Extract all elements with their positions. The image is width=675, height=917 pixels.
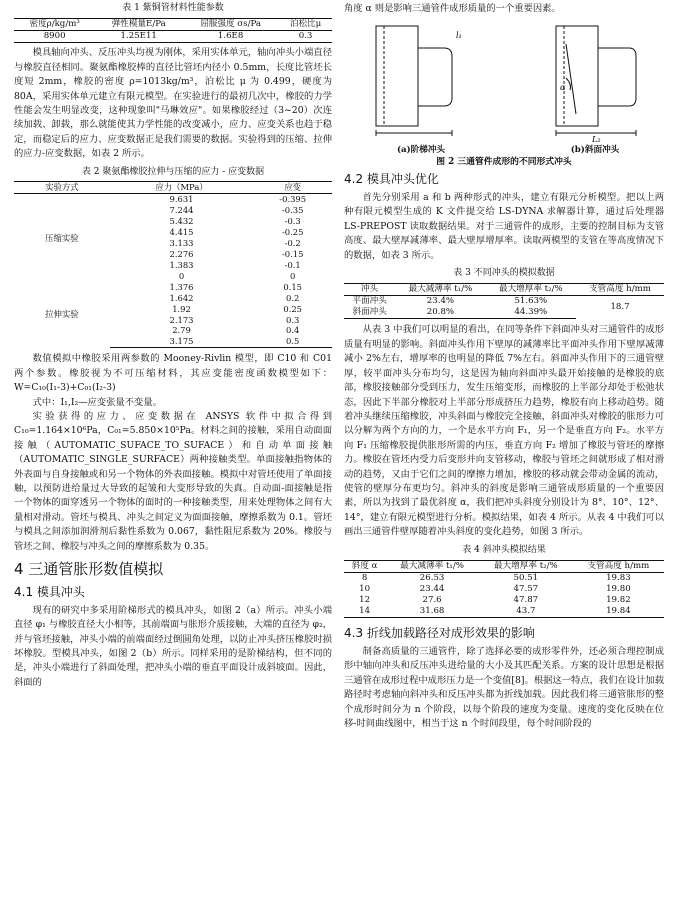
table-cell: 0 — [290, 270, 296, 281]
table-cell: -0.15 — [281, 249, 304, 259]
table-row — [14, 194, 332, 205]
paragraph: 模具轴向冲头、反压冲头均视为刚体，采用实体单元，轴向冲头小端直径与橡胶直径相同。聚氨酯橡胶棒的直径比管坯内径小 0.5mm，长度比管坯长度短 2mm，橡胶的密度 ρ=1013kg/m³，泊松比 μ 为 0.499，硬度为 80A，采用实体单元建立有限元模型。在实验进行的最初几次中，橡胶的力学性能会发生明显改变，这种现象叫"马琳效应"。如果橡胶经过（3~20）次连续加载、卸载，那么就能使其力学性能的改变减小，应力、应变关系也趋于稳定，而稳定后的应力、应变数据正是我们需要的数据。实验得到的压缩、拉伸的应力-应变数据，如表 2 所示。 — [14, 47, 332, 160]
right-paragraphs-1 — [344, 191, 664, 263]
paragraph: 从表 3 中我们可以明显的看出，在同等条件下斜面冲头对三通管件的成形质量有明显的影响。斜面冲头作用下壁厚的减薄率比平面冲头作用下壁厚减薄减小 2%左右，增厚率的也明显的降低 7%左右。斜面冲头作用下的三通管壁厚，较平面冲头分布均匀，这是因为轴向斜面冲头最开始接触的是橡胶的底部，橡胶接触部分受到压力，发生压缩变形，而橡胶的上半部分却处于松弛状态，因此下半部分橡胶对上半部分形成挤压力趋势，橡胶有向上移动趋势。随着冲头继续压缩橡胶，冲头斜面与橡胶完全接触，斜面冲头对橡胶的胀形力可以分解为两个方向的力，一个是水平方向 F₁，另一个是垂直方向 F₂。水平方向 F₁ 压缩橡胶提供胀形所需的内压，垂直方向 F₂ 增加了橡胶与管坯的摩擦力。橡胶在管坯内受力后变形并向支管移动，橡胶与管坯之间就形成了相对滑动的趋势，又由于它们之间的摩擦力增加，橡胶的移动就会带动金属的流动，使管的壁厚分布更均匀。斜冲头的斜度是影响三通管成形质量的一个重要因素，所以为找到了最优斜度 α，我们把冲头斜度分别设计为 8°、10°、12°、14°，建立有限元模型进行分析。模拟结果，如表 4 所示。从表 4 中我们可以画出三通管件壁厚随着冲头斜度的变化趋势，如图 3 所示。 — [344, 324, 664, 538]
table-cell: 0 — [178, 270, 185, 281]
table-cell: 3.133 — [169, 238, 194, 249]
table-header-cell: 冲头 — [344, 283, 395, 295]
table-cell: 19.83 — [606, 572, 631, 583]
figure-2-drawing — [344, 18, 664, 153]
right-paragraphs-2 — [344, 323, 664, 539]
figure-2a-caption: (a)阶梯冲头 — [396, 145, 446, 156]
table-row — [14, 31, 332, 43]
table-cell: 0.25 — [283, 303, 303, 314]
table-cell: 14 — [344, 606, 385, 618]
table-header-cell: 应力（MPa） — [110, 182, 254, 194]
table-cell: 31.68 — [385, 606, 479, 618]
table-header-cell: 弹性模量E/Pa — [95, 18, 182, 30]
table-cell: -0.395 — [279, 194, 307, 205]
section-4-2-title: 4.2 模具冲头优化 — [344, 172, 439, 187]
table-header-cell: 支管高度 h/mm — [576, 283, 664, 295]
table-cell: -0.35 — [281, 205, 304, 216]
table3-caption: 表 3 不同冲头的模拟数据 — [453, 268, 555, 279]
table-row — [344, 584, 664, 595]
figure-2 — [344, 18, 664, 168]
table-cell: 12 — [359, 595, 371, 606]
paragraph: 首先分别采用 a 和 b 两种形式的冲头，建立有限元分析模型。把以上两种有限元模型生成的 K 文件提交给 LS-DYNA 求解器计算，通过后处理器 LS-PREPOST 读取数据结果。对于三通管件的成形，主要的控制目标为支管高度、最大壁厚减薄率、最大壁厚增厚率。读取两模型的支管在等高度情况下的数据，如表 3 所示。 — [344, 192, 664, 261]
right-top-paragraph: 角度 α 则是影响三通管件成形质量的一个重要因素。 — [344, 3, 561, 14]
table-cell: 0.3 — [286, 314, 300, 325]
table-cell: 2.173 — [169, 314, 194, 325]
table-header-cell: 斜度 α — [344, 560, 385, 572]
table-cell: 44.39% — [486, 307, 576, 319]
table-cell: 斜面冲头 — [344, 307, 395, 319]
table-cell: 1.383 — [169, 259, 194, 270]
table2 — [14, 181, 332, 348]
table-cell: -0.25 — [281, 227, 304, 238]
section-4-title: 4 三通管胀形数值模拟 — [14, 559, 164, 578]
table-cell: 1.6E8 — [182, 31, 279, 43]
table-cell: -0.3 — [284, 216, 301, 227]
merged-height-cell: 18.7 — [610, 301, 630, 312]
table-cell: 1.92 — [172, 303, 191, 314]
paragraph: 数值模拟中橡胶采用两参数的 Mooney-Rivlin 模型，即 C10 和 C01 两个参数。橡胶视为不可压缩材料，其应变能密度函数模型如下：W=C₁₀(I₁-3)+C₀₁(I₂-3) — [14, 353, 332, 394]
table-cell: 1.25E11 — [95, 31, 182, 43]
section-4-3-title: 4.3 折线加载路径对成形效果的影响 — [344, 626, 535, 641]
table-cell: 2.276 — [169, 249, 194, 259]
table-row — [344, 296, 664, 308]
table2-caption: 表 2 聚氨酯橡胶拉伸与压缩的应力 - 应变数据 — [81, 166, 265, 177]
table-header-cell: 泊松比μ — [279, 18, 332, 30]
table-header-cell: 最大减薄率 t₁/% — [395, 283, 485, 295]
label-l2: L₂ — [592, 135, 601, 145]
table-cell: 1.376 — [169, 281, 194, 292]
table3 — [344, 283, 664, 320]
table-header-cell: 应变 — [253, 182, 332, 194]
table-cell: 19.82 — [606, 595, 631, 606]
table-cell: 2.79 — [172, 325, 191, 336]
table-cell: -0.2 — [284, 238, 301, 249]
table1 — [14, 18, 332, 43]
table-cell: 1.642 — [169, 292, 194, 303]
table-row — [14, 282, 332, 293]
table-row — [344, 606, 664, 618]
figure-2-caption: 图 2 三通管件成形的不同形式冲头 — [436, 157, 572, 168]
table-cell: 47.57 — [513, 583, 539, 594]
table-cell: 5.432 — [169, 216, 194, 227]
table-cell: 8 — [361, 572, 368, 583]
table4 — [344, 560, 664, 619]
table-cell: 7.244 — [169, 205, 194, 216]
table-cell: 0.2 — [286, 292, 300, 303]
table-cell: 8900 — [14, 31, 95, 43]
right-paragraphs-3 — [344, 645, 664, 731]
table-cell: 4.415 — [169, 227, 194, 238]
left-paragraphs-2 — [14, 352, 332, 554]
right-column — [344, 0, 664, 731]
table-cell: -0.1 — [284, 259, 301, 270]
group-label-cell: 压缩实验 — [45, 232, 79, 243]
table-header-cell: 支管高度 h/mm — [573, 560, 664, 572]
paragraph: 实验获得的应力、应变数据在 ANSYS 软件中拟合得到 C₁₀=1.164×10⁶Pa，C₀₁=5.850×10⁵Pa。材料之间的接触，采用自动面面接触（AUTOMATIC_SUFACE_TO_SUFACE）和自动单面接触（AUTOMATIC_SINGLE_SURFACE）两种接触类型。单面接触指物体的外表面与自身接触或和另一个物体的外表面接触。模拟中对管坯使用了单面接触，以预防进给量过大导致的起皱和大变形导致的失真。自动面-面接触是指一个物体的面穿透另一个物体的面时的一种接触类型，用来处理物体之间有大量相对滑动。管坯与模具、冲头之间定义为面面接触，摩擦系数为 0.1。管坯与模具之间添加润滑剂后黏性系数为 0.067，黏性阻尼系数为 20%。橡胶与管坯之间、橡胶与冲头之间的摩擦系数为 0.35。 — [14, 410, 332, 552]
table-cell: 0.15 — [283, 281, 303, 292]
table-cell: 19.80 — [606, 583, 631, 594]
table-cell: 10 — [359, 583, 371, 594]
table-cell: 0.4 — [286, 325, 300, 336]
table-header-cell: 最大减薄率 t₁/% — [385, 560, 479, 572]
table-cell: 51.63% — [514, 296, 548, 307]
table-cell: 27.6 — [422, 595, 442, 606]
table-cell: 19.84 — [573, 606, 664, 618]
table-cell: 47.87 — [513, 595, 539, 606]
table-cell: 50.51 — [513, 572, 539, 583]
table-cell: 3.175 — [110, 336, 254, 347]
table-header-cell: 最大增厚率 t₂/% — [486, 283, 576, 295]
table-row — [344, 595, 664, 606]
table4-caption: 表 4 斜冲头模拟结果 — [462, 544, 546, 555]
label-alpha: α — [560, 83, 566, 93]
table-cell: 9.631 — [169, 194, 194, 205]
table1-caption: 表 1 紫铜管材料性能参数 — [122, 3, 224, 13]
paragraph: 现有的研究中多采用阶梯形式的模具冲头，如图 2（a）所示。冲头小端直径 φ₁ 与橡胶直径大小相等，其前端面与胀形介质接触，大端的直径为 φ₂，并与管坯接触，冲头小端的前端面经过倒圆角处理，以防止冲头挤压橡胶时损坏橡胶。型模具冲头，如图 2（b）所示。同样采用的是阶梯结构，但不同的是，冲头小端进行了斜面处理，把冲头小端的垂直平面设计成斜坡面。因此，斜面的 — [14, 604, 332, 688]
figure-2b-caption: (b)斜面冲头 — [570, 145, 620, 156]
table-cell: 0.3 — [279, 31, 332, 43]
table-cell: 0.5 — [253, 336, 332, 347]
section-4-1-title: 4.1 模具冲头 — [14, 585, 85, 600]
left-paragraphs-1 — [14, 46, 332, 161]
table-cell: 20.8% — [395, 307, 485, 319]
left-column — [14, 0, 332, 690]
left-paragraphs-3 — [14, 604, 332, 690]
table-cell: 43.7 — [479, 606, 573, 618]
table-cell: 平面冲头 — [352, 296, 387, 307]
table-row — [344, 572, 664, 584]
table-cell: 26.53 — [419, 572, 445, 583]
paragraph: 式中：I₁,I₂—应变张量不变量。 — [32, 396, 162, 408]
table-cell: 23.44 — [419, 583, 445, 594]
table-cell: 23.4% — [426, 296, 455, 307]
table-header-cell: 实验方式 — [14, 182, 110, 194]
table-header-cell: 密度ρ/kg/m³ — [14, 18, 95, 30]
group-label-cell: 拉伸实验 — [45, 309, 79, 320]
paragraph: 制备高质量的三通管件，除了选择必要的成形零件外，还必须合理控制成形中轴向冲头和反压冲头进给量的大小及其匹配关系。方案的设计思想是根据三通管在成形过程中成形压力是一个变值[8]。根据这一特点，我们在设计加载路径时考虑轴向斜冲头和反压冲头都为折线加载。因此我们将三通管胀形的整个成形时间分为 n 个阶段，以每个阶段的速度为变量。速度的变化反映在位移-时间曲线图中，相当于这 n 个时间段里，每个时间阶段的 — [344, 645, 664, 729]
table-header-cell: 最大增厚率 t₂/% — [479, 560, 573, 572]
label-l1: l₁ — [456, 31, 462, 41]
table-header-cell: 屈服强度 σs/Pa — [182, 18, 279, 30]
